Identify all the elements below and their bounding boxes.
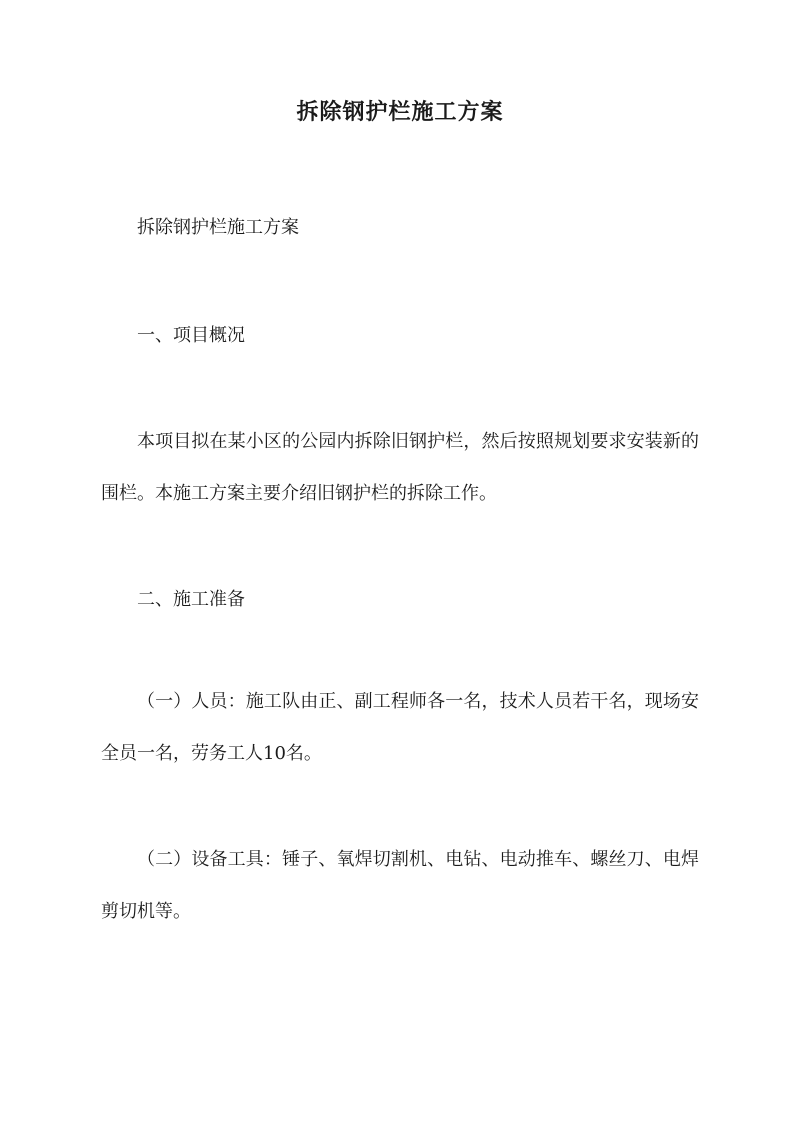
section-heading-overview: 一、项目概况 [137,325,245,346]
paragraph-personnel: （一）人员：施工队由正、副工程师各一名，技术人员若干名，现场安全员一名，劳务工人10名。 [101,691,699,764]
document-title: 拆除钢护栏施工方案 [296,99,504,125]
document-subtitle: 拆除钢护栏施工方案 [137,217,299,238]
paragraph-project-overview: 本项目拟在某小区的公园内拆除旧钢护栏，然后按照规划要求安装新的围栏。本施工方案主要介绍旧钢护栏的拆除工作。 [101,431,699,504]
section-heading-preparation: 二、施工准备 [137,589,245,610]
paragraph-equipment: （二）设备工具：锤子、氧焊切割机、电钻、电动推车、螺丝刀、电焊剪切机等。 [101,849,699,922]
